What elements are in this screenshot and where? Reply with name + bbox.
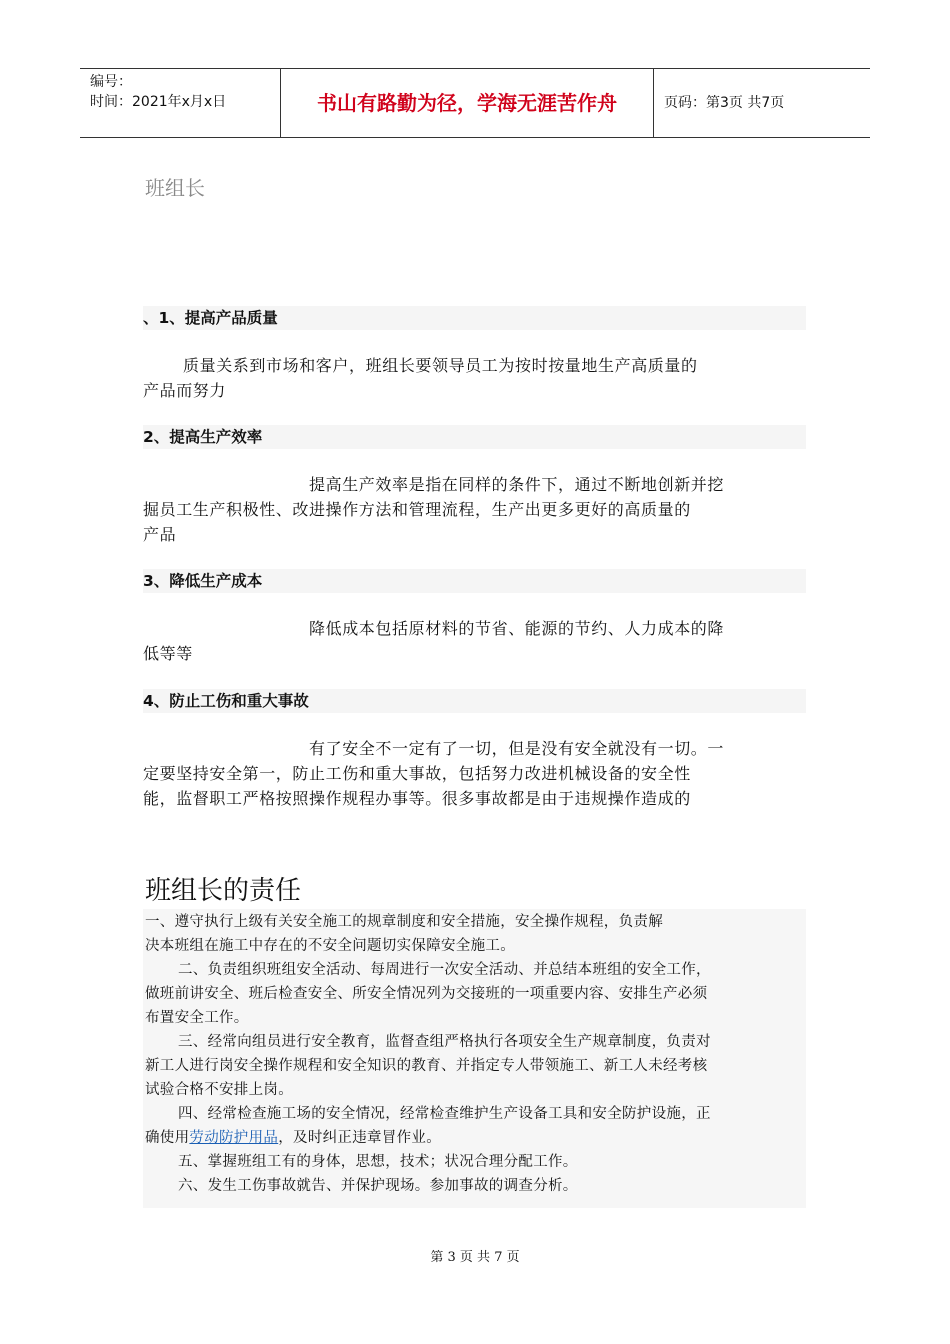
- responsibilities-list: [145, 910, 808, 1198]
- section-paragraph: [143, 616, 806, 666]
- resp-line: 新工人进行岗安全操作规程和安全知识的教育、并指定专人带领施工、新工人未经考核: [145, 1058, 708, 1074]
- header-meta: [80, 69, 281, 137]
- section-paragraph: [143, 736, 806, 811]
- section-paragraph: [143, 472, 806, 547]
- labor-protection-link[interactable]: 劳动防护用品: [189, 1130, 279, 1146]
- paragraph-line: 质量关系到市场和客户，班组长要领导员工为按时按量地生产高质量的: [183, 356, 698, 375]
- resp-line: 决本班组在施工中存在的不安全问题切实保障安全施工。: [145, 938, 515, 954]
- responsibilities-title: 班组长的责任: [145, 876, 302, 906]
- paragraph-line: 提高生产效率是指在同样的条件下，通过不断地创新并挖: [309, 475, 725, 494]
- time-label: 时间：2021年x月x日: [90, 94, 227, 110]
- resp-line: 确使用: [145, 1130, 190, 1146]
- page-footer: 第 3 页 共 7 页: [430, 1250, 520, 1265]
- resp-line: 试验合格不安排上岗。: [145, 1082, 293, 1098]
- resp-line: 做班前讲安全、班后检查安全、所安全情况列为交接班的一项重要内容、安排生产必须: [145, 986, 708, 1002]
- paragraph-line: 产品而努力: [143, 381, 227, 400]
- page-header: [80, 68, 870, 138]
- paragraph-line: 能，监督职工严格按照操作规程办事等。很多事故都是由于违规操作造成的: [143, 789, 691, 808]
- document-title: 班组长: [145, 176, 205, 200]
- section-heading: 3、降低生产成本: [143, 569, 806, 593]
- paragraph-line: 掘员工生产积极性、改进操作方法和管理流程，生产出更多更好的高质量的: [143, 500, 691, 519]
- paragraph-line: 定要坚持安全第一，防止工伤和重大事故，包括努力改进机械设备的安全性: [143, 764, 691, 783]
- resp-line: 一、遵守执行上级有关安全施工的规章制度和安全措施，安全操作规程，负责解: [145, 914, 663, 930]
- resp-line: 六、发生工伤事故就告、并保护现场。参加事故的调查分析。: [178, 1178, 578, 1194]
- header-motto: 书山有路勤为径，学海无涯苦作舟: [281, 69, 654, 137]
- paragraph-line: 低等等: [143, 644, 193, 663]
- resp-line: ，及时纠正违章冒作业。: [278, 1130, 442, 1146]
- paragraph-line: 降低成本包括原材料的节省、能源的节约、人力成本的降: [309, 619, 725, 638]
- section-heading: 、1、提高产品质量: [143, 306, 806, 330]
- header-page-info: 页码：第3页 共7页: [664, 95, 785, 111]
- paragraph-line: 产品: [143, 525, 177, 544]
- resp-line: 四、经常检查施工场的安全情况，经常检查维护生产设备工具和安全防护设施，正: [178, 1106, 711, 1122]
- section-paragraph: [143, 353, 806, 403]
- section-heading: 4、防止工伤和重大事故: [143, 689, 806, 713]
- resp-line: 三、经常向组员进行安全教育，监督查组严格执行各项安全生产规章制度，负责对: [178, 1034, 711, 1050]
- resp-line: 五、掌握班组工有的身体，思想，技术；状况合理分配工作。: [178, 1154, 578, 1170]
- number-label: 编号：: [90, 74, 132, 90]
- resp-line: 二、负责组织班组安全活动、每周进行一次安全活动、并总结本班组的安全工作，: [178, 962, 711, 978]
- resp-line: 布置安全工作。: [145, 1010, 249, 1026]
- paragraph-line: 有了安全不一定有了一切，但是没有安全就没有一切。一: [309, 739, 725, 758]
- section-heading: 2、提高生产效率: [143, 425, 806, 449]
